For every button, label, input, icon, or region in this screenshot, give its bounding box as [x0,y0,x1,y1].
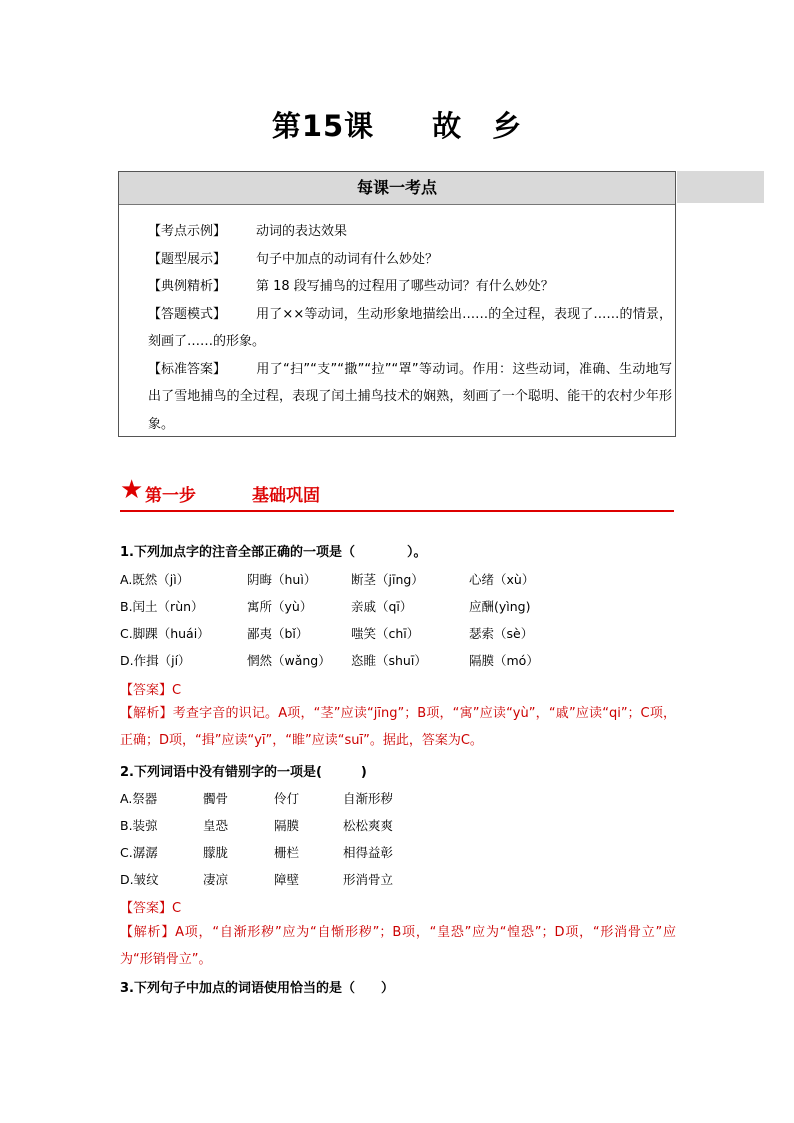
question-1-answer: 【答案】C [120,683,182,698]
section-heading [120,475,674,512]
header-extension [677,171,764,203]
question-1-stem: 1.下列加点字的注音全部正确的一项是（ ）。 [120,545,427,560]
page-title [0,104,794,145]
key-point-row: 【考点示例】 动词的表达效果 [148,224,348,239]
lesson-number: 第15课 [271,109,375,143]
step-name: 基础巩固 [252,486,320,506]
lesson-name: 故 乡 [432,109,523,143]
question-3-stem: 3.下列句子中加点的词语使用恰当的是（ ） [120,981,394,996]
key-point-row: 【标准答案】 用了“扫”“支”“撒”“拉”“罩”等动词。作用：这些动词，准确、生动地写出了雪地捕鸟的全过程，表现了闰土捕鸟技术的娴熟，刻画了一个聪明、能干的农村少年形象。 [148,361,672,432]
key-point-row: 【答题模式】 用了××等动词，生动形象地描绘出……的全过程，表现了……的情景，刻画了……的形象。 [148,306,672,349]
key-point-box [118,171,676,437]
key-point-row: 【典例精析】 第 18 段写捕鸟的过程用了哪些动词？有什么妙处？ [148,279,554,294]
question-2-explanation: 【解析】A项，“自渐形秽”应为“自惭形秽”；B项，“皇恐”应为“惶恐”；D项，“形消骨立”应为“形销骨立”。 [120,925,676,967]
key-point-header: 每课一考点 [119,172,675,205]
question-2-answer: 【答案】C [120,901,182,916]
question-1-explanation: 【解析】考查字音的识记。A项，“茎”应读“jīng”；B项，“寓”应读“yù”，“戚”应读“qi”；C项，正确；D项，“揖”应读“yī”，“睢”应读“suī”。据此，答案为C。 [120,706,676,748]
question-2-stem: 2.下列词语中没有错别字的一项是( ) [120,765,367,780]
key-point-row: 【题型展示】 句子中加点的动词有什么妙处？ [148,251,439,267]
key-point-body [119,205,675,438]
step-label: 第一步 [145,486,196,506]
star-icon: ★ [120,475,144,505]
